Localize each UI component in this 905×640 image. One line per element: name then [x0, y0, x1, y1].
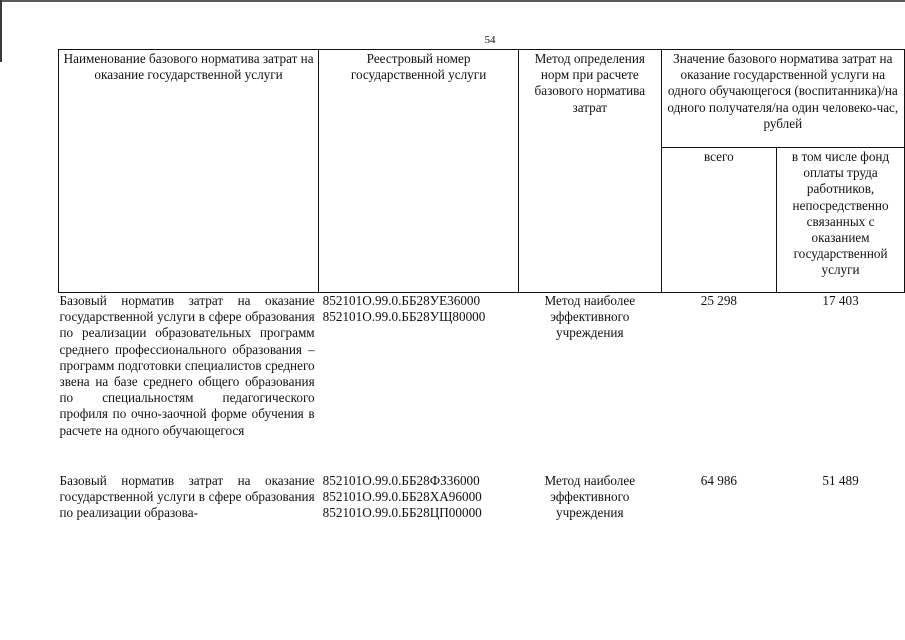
row-incl-fund: 51 489 — [822, 472, 859, 488]
row-method: Метод наиболее эффективного учреждения — [544, 472, 636, 521]
header-value-group: Значение базового норматива затрат на оказание государственной услуги на одного обучающегося (воспитанника)/на одного получателя/на один человеко-час, рублей — [661, 50, 904, 148]
row-method: Метод наиболее эффективного учреждения — [544, 293, 636, 341]
row-registry — [319, 473, 519, 522]
row-total: 25 298 — [700, 293, 737, 308]
header-name: Наименование базового норматива затрат на оказание государственной услуги — [59, 50, 319, 293]
table-row — [59, 473, 905, 522]
header-incl-fund: в том числе фонд оплаты труда работников, непосредственно связанных с оказанием государственной услуги — [777, 148, 905, 293]
registry-number: 852101О.99.0.ББ28ФЗ36000 — [322, 472, 480, 488]
row-incl-fund: 17 403 — [822, 293, 859, 308]
header-registry: Реестровый номер государственной услуги — [319, 50, 519, 293]
row-name: Базовый норматив затрат на оказание государственной услуги в сфере образования по реализации образовательных программ среднего профессионального образования – программ подготовки специалистов среднего звена на базе среднего общего образования по специальностям педагогического профиля по очно-заочной форме обучения в расчете на одного обучающегося — [59, 293, 315, 438]
registry-number: 852101О.99.0.ББ28УЩ80000 — [322, 309, 486, 325]
row-total: 64 986 — [700, 472, 737, 488]
table-row — [59, 293, 905, 473]
row-name: Базовый норматив затрат на оказание государственной услуги в сфере образования по реализации образова- — [59, 472, 315, 521]
left-margin-mark — [0, 0, 2, 62]
row-registry — [319, 293, 519, 473]
header-method: Метод определения норм при расчете базового норматива затрат — [518, 50, 661, 293]
registry-number: 852101О.99.0.ББ28ХА96000 — [322, 489, 482, 505]
registry-number: 852101О.99.0.ББ28УЕ36000 — [322, 293, 481, 308]
norms-table — [58, 49, 905, 521]
header-row-1 — [59, 50, 905, 148]
top-border-line — [0, 0, 905, 2]
header-total: всего — [661, 148, 777, 293]
registry-number: 852101О.99.0.ББ28ЦП00000 — [322, 505, 482, 521]
page-number: 54 — [484, 34, 496, 46]
